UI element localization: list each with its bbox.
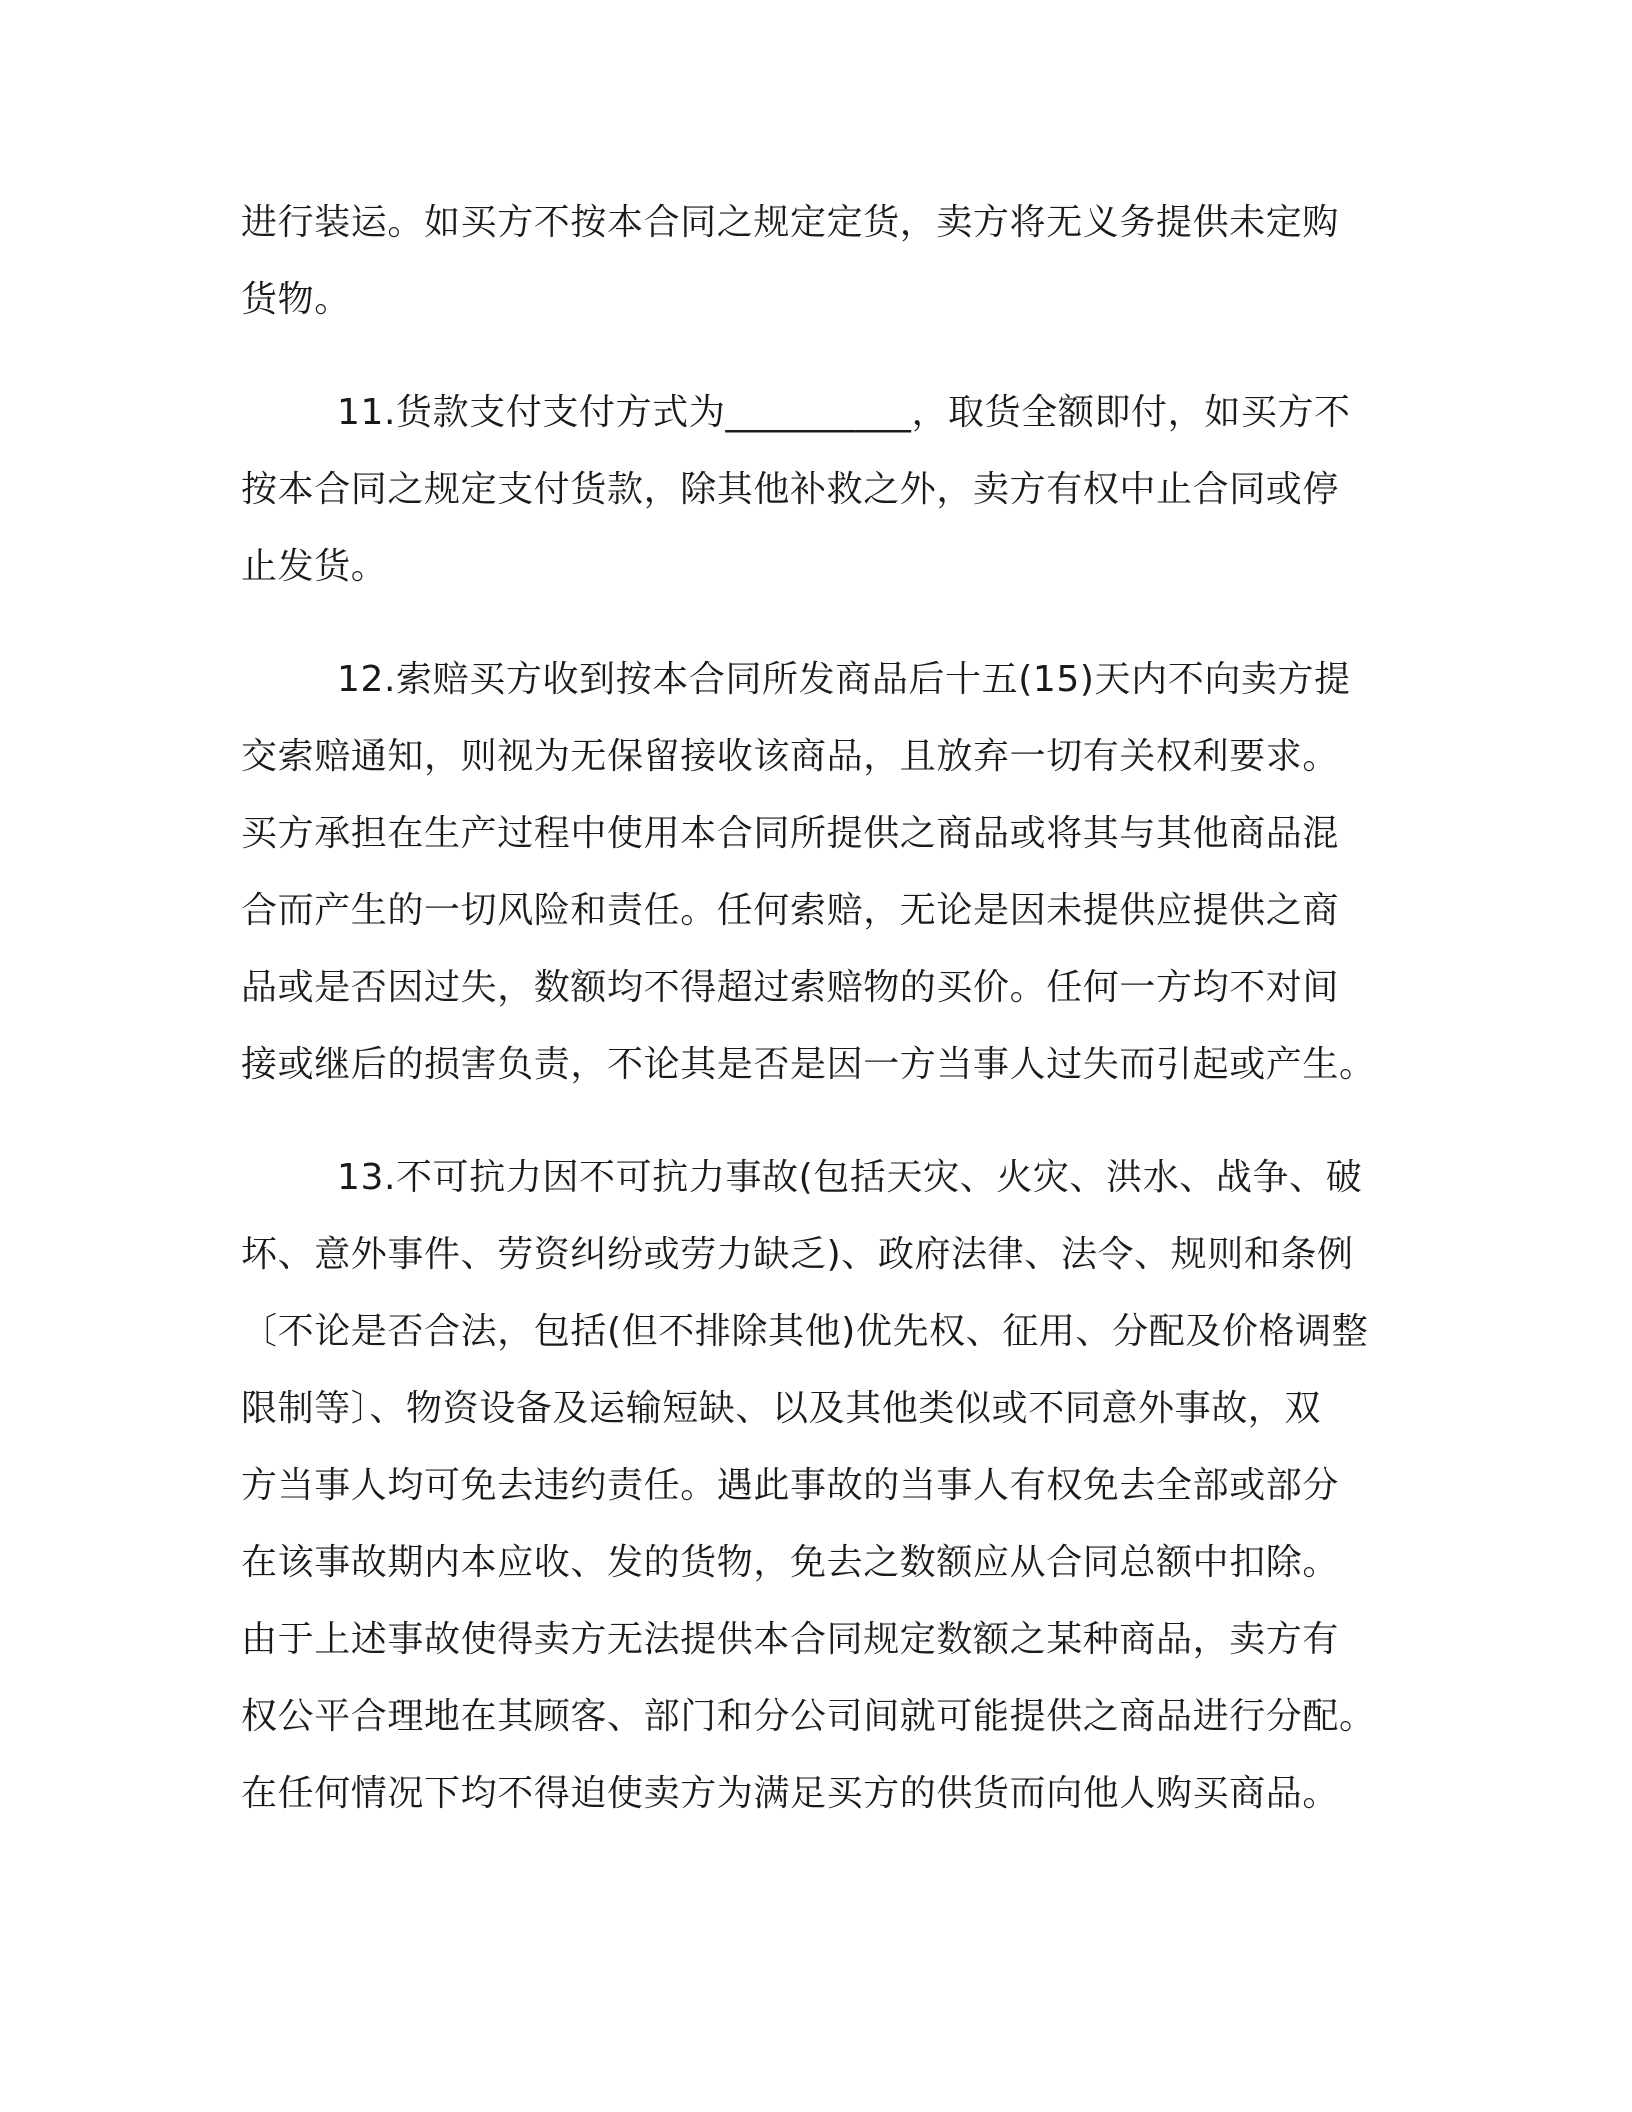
text-line: 在任何情况下均不得迫使卖方为满足买方的供货而向他人购买商品。 — [241, 1773, 1340, 1814]
text-line: 11.货款支付支付方式为__________，取货全额即付，如买方不 — [337, 392, 1351, 433]
text-line: 方当事人均可免去违约责任。遇此事故的当事人有权免去全部或部分 — [241, 1465, 1340, 1506]
text-line: 交索赔通知，则视为无保留接收该商品，且放弃一切有关权利要求。 — [241, 736, 1340, 777]
text-line: 由于上述事故使得卖方无法提供本合同规定数额之某种商品，卖方有 — [241, 1619, 1340, 1660]
text-line: 货物。 — [241, 279, 351, 320]
paragraph-clause-13 — [241, 1139, 1396, 1832]
text-line: 品或是否因过失，数额均不得超过索赔物的买价。任何一方均不对间 — [241, 967, 1340, 1008]
text-line: 坏、意外事件、劳资纠纷或劳力缺乏)、政府法律、法令、规则和条例 — [241, 1234, 1354, 1275]
text-line: 限制等〕、物资设备及运输短缺、以及其他类似或不同意外事故，双 — [241, 1388, 1322, 1429]
text-line: 接或继后的损害负责，不论其是否是因一方当事人过失而引起或产生。 — [241, 1044, 1376, 1085]
text-line: 进行装运。如买方不按本合同之规定定货，卖方将无义务提供未定购 — [241, 202, 1340, 243]
paragraph-clause-11 — [241, 374, 1396, 605]
text-line: 〔不论是否合法，包括(但不排除其他)优先权、征用、分配及价格调整 — [241, 1311, 1369, 1352]
text-line: 按本合同之规定支付货款，除其他补救之外，卖方有权中止合同或停 — [241, 469, 1340, 510]
text-line: 12.索赔买方收到按本合同所发商品后十五(15)天内不向卖方提 — [337, 659, 1351, 700]
paragraph-continuation — [241, 184, 1396, 338]
text-line: 止发货。 — [241, 546, 388, 587]
text-line: 合而产生的一切风险和责任。任何索赔，无论是因未提供应提供之商 — [241, 890, 1340, 931]
document-body — [241, 184, 1396, 1868]
text-line: 13.不可抗力因不可抗力事故(包括天灾、火灾、洪水、战争、破 — [337, 1157, 1363, 1198]
text-line: 买方承担在生产过程中使用本合同所提供之商品或将其与其他商品混 — [241, 813, 1340, 854]
paragraph-clause-12 — [241, 641, 1396, 1103]
text-line: 在该事故期内本应收、发的货物，免去之数额应从合同总额中扣除。 — [241, 1542, 1340, 1583]
text-line: 权公平合理地在其顾客、部门和分公司间就可能提供之商品进行分配。 — [241, 1696, 1376, 1737]
